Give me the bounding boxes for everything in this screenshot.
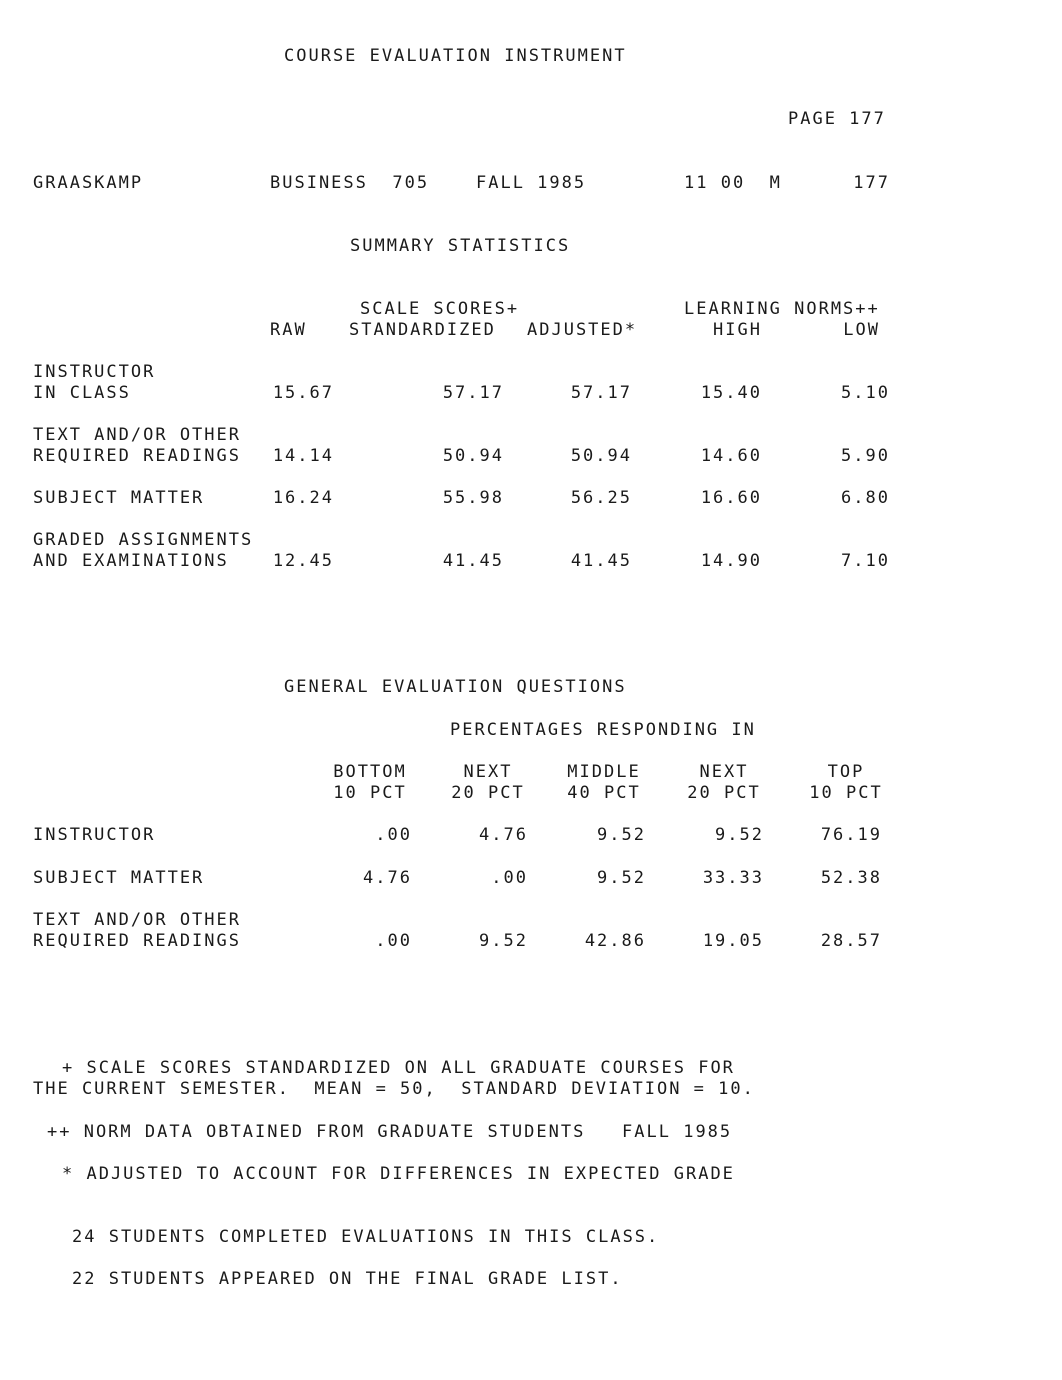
general-cell: .00	[491, 868, 528, 888]
report-title: COURSE EVALUATION INSTRUMENT	[284, 46, 627, 66]
summary-cell-high: 14.60	[700, 446, 762, 466]
summary-cell-standardized: 55.98	[442, 488, 504, 508]
summary-cell-low: 6.80	[841, 488, 890, 508]
col-high: HIGH	[713, 320, 762, 340]
footnote-norms: ++ NORM DATA OBTAINED FROM GRADUATE STUDENTS FALL 1985	[47, 1122, 733, 1142]
general-title: GENERAL EVALUATION QUESTIONS	[284, 677, 627, 697]
summary-cell-adjusted: 41.45	[570, 551, 632, 571]
col-bottom-pct: 10 PCT	[333, 783, 407, 803]
general-cell: 4.76	[479, 825, 528, 845]
general-cell: .00	[375, 931, 412, 951]
summary-cell-raw: 16.24	[272, 488, 334, 508]
summary-cell-high: 14.90	[700, 551, 762, 571]
section-number: 177	[853, 173, 890, 193]
general-cell: 9.52	[479, 931, 528, 951]
summary-row-label: IN CLASS	[33, 383, 131, 403]
general-row-label: INSTRUCTOR	[33, 825, 156, 845]
summary-cell-adjusted: 50.94	[570, 446, 632, 466]
students-appeared: 22 STUDENTS APPEARED ON THE FINAL GRADE LIST.	[72, 1269, 623, 1289]
summary-row-label: INSTRUCTOR	[33, 362, 156, 382]
col-next-low-pct: 20 PCT	[451, 783, 525, 803]
page-number: PAGE 177	[788, 109, 886, 129]
summary-row-label: REQUIRED READINGS	[33, 446, 241, 466]
summary-cell-standardized: 57.17	[442, 383, 504, 403]
summary-title: SUMMARY STATISTICS	[350, 236, 571, 256]
general-cell: .00	[375, 825, 412, 845]
summary-row-label: AND EXAMINATIONS	[33, 551, 229, 571]
summary-cell-high: 16.60	[700, 488, 762, 508]
summary-cell-high: 15.40	[700, 383, 762, 403]
summary-cell-standardized: 50.94	[442, 446, 504, 466]
general-cell: 33.33	[702, 868, 764, 888]
general-cell: 9.52	[597, 868, 646, 888]
col-middle-pct: 40 PCT	[567, 783, 641, 803]
scale-scores-header: SCALE SCORES+	[360, 299, 520, 319]
general-cell: 19.05	[702, 931, 764, 951]
col-middle: MIDDLE	[567, 762, 641, 782]
footnote-adjusted: * ADJUSTED TO ACCOUNT FOR DIFFERENCES IN EXPECTED GRADE	[62, 1164, 735, 1184]
summary-cell-low: 7.10	[841, 551, 890, 571]
general-cell: 9.52	[715, 825, 764, 845]
general-row-label: REQUIRED READINGS	[33, 931, 241, 951]
instructor-name: GRAASKAMP	[33, 173, 144, 193]
col-next-high: NEXT	[699, 762, 749, 782]
footnote-scale-line2: THE CURRENT SEMESTER. MEAN = 50, STANDARD DEVIATION = 10.	[33, 1079, 755, 1099]
summary-cell-low: 5.10	[841, 383, 890, 403]
col-next-high-pct: 20 PCT	[687, 783, 761, 803]
summary-row-label: SUBJECT MATTER	[33, 488, 205, 508]
summary-cell-standardized: 41.45	[442, 551, 504, 571]
col-top-pct: 10 PCT	[809, 783, 883, 803]
general-cell: 52.38	[820, 868, 882, 888]
col-next-low: NEXT	[463, 762, 513, 782]
summary-cell-raw: 12.45	[272, 551, 334, 571]
general-subtitle: PERCENTAGES RESPONDING IN	[450, 720, 756, 740]
summary-cell-adjusted: 56.25	[570, 488, 632, 508]
col-raw: RAW	[270, 320, 307, 340]
general-cell: 42.86	[584, 931, 646, 951]
course-term: FALL 1985	[476, 173, 587, 193]
col-low: LOW	[843, 320, 880, 340]
course-name: BUSINESS 705	[270, 173, 430, 193]
col-top: TOP	[827, 762, 865, 782]
course-time: 11 00 M	[684, 173, 782, 193]
footnote-scale-line1: + SCALE SCORES STANDARDIZED ON ALL GRADUATE COURSES FOR	[62, 1058, 735, 1078]
col-adjusted: ADJUSTED*	[527, 320, 638, 340]
summary-row-label: TEXT AND/OR OTHER	[33, 425, 241, 445]
summary-cell-raw: 15.67	[272, 383, 334, 403]
learning-norms-header: LEARNING NORMS++	[684, 299, 880, 319]
col-bottom: BOTTOM	[333, 762, 407, 782]
general-cell: 4.76	[363, 868, 412, 888]
general-cell: 28.57	[820, 931, 882, 951]
students-completed: 24 STUDENTS COMPLETED EVALUATIONS IN THIS CLASS.	[72, 1227, 660, 1247]
summary-row-label: GRADED ASSIGNMENTS	[33, 530, 254, 550]
general-cell: 9.52	[597, 825, 646, 845]
col-standardized: STANDARDIZED	[349, 320, 496, 340]
summary-cell-adjusted: 57.17	[570, 383, 632, 403]
general-cell: 76.19	[820, 825, 882, 845]
summary-cell-low: 5.90	[841, 446, 890, 466]
summary-cell-raw: 14.14	[272, 446, 334, 466]
general-row-label: SUBJECT MATTER	[33, 868, 205, 888]
general-row-label: TEXT AND/OR OTHER	[33, 910, 241, 930]
